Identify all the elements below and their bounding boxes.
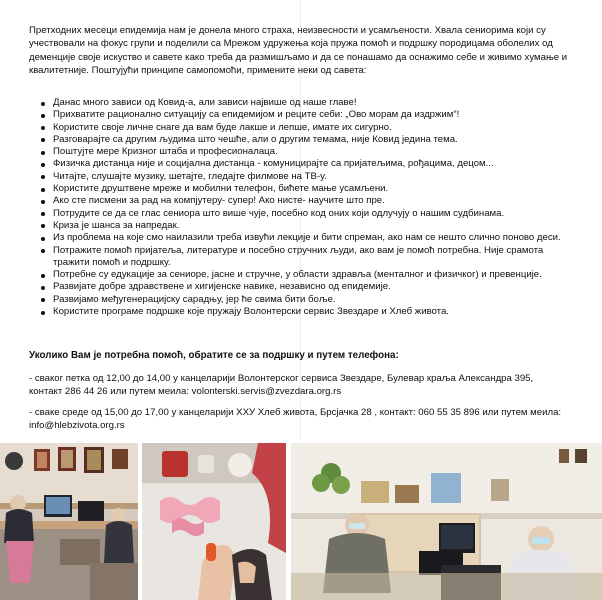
contact-heading: Уколико Вам је потребна помоћ, обратите се за подршку и путем телефона:	[29, 350, 399, 361]
tip-item: Потрудите се да се глас сениора што више чује, посебно код оних који одлучују о нашим судбинама.	[34, 208, 564, 220]
tip-item: Ако сте писмени за рад на компјутеру- супер! Ако нисте- научите што пре.	[34, 195, 564, 207]
seniors-at-desk-photo	[291, 443, 602, 600]
tip-item: Разговарајте са другим људима што чешће, али о другим темама, није Ковид једина тема.	[34, 134, 564, 146]
tip-item: Физичка дистанца није и социјална дистанца - комуницирајте са пријатељима, рођацима, децом...	[34, 158, 564, 170]
tip-item: Користите друштвене мреже и мобилни телефон, бићете мање усамљени.	[34, 183, 564, 195]
contact-zvezdara: - сваког петка од 12,00 до 14,00 у канцеларији Волонтерског сервиса Звездаре, Булевар краља Александра 395, контакт 286 44 26 или путем меила: volonterski.servis@zvezdara.org.rs	[29, 373, 534, 398]
intro-paragraph: Претходних месеци епидемија нам је донела много страха, неизвесности и усамљености. Хвала сениорима који су учествовали на фокус групи и поделили са Мрежом удружења која пружа помоћ и подршку породицама оболелих од деменције своје искуство и савете како треба да размишљамо и да се понашамо да оснажимо себе и живимо хумање и квалитетније. Поштујући принципе самопомоћи, примените неки од савета:	[29, 25, 568, 77]
tips-list	[34, 97, 564, 318]
tip-item: Развијате добре здравствене и хигијенске навике, независно од епидемије.	[34, 281, 564, 293]
tip-item: Криза је шанса за напредак.	[34, 220, 564, 232]
computer-room-photo	[0, 443, 138, 600]
tip-item: Потражите помоћ пријатеља, литературе и посебно стручних људи, ако вам је помоћ потребна. Није срамота тражити помоћ и подршку.	[34, 245, 564, 270]
knitting-hands-photo	[142, 443, 286, 600]
contact-hleb-zivota: - сваке среде од 15,00 до 17,00 у канцеларији ХХУ Хлеб живота, Брсјачка 28 , контакт: 060 55 35 896 или путем меила: info@hlebzivota.org.rs	[29, 407, 562, 432]
tip-item: Прихватите рационално ситуацију са епидемијом и реците себи: „Ово морам да издржим“!	[34, 109, 564, 121]
tip-item: Читајте, слушајте музику, шетајте, гледајте филмове на ТВ-у.	[34, 171, 564, 183]
tip-item: Користите своје личне снаге да вам буде лакше и лепше, имате их сигурно.	[34, 122, 564, 134]
tip-item: Користите програме подршке које пружају Волонтерски сервис Звездаре и Хлеб живота.	[34, 306, 564, 318]
tip-item: Потребне су едукације за сениоре, јасне и стручне, у области здравља (менталног и физичког) и превенције.	[34, 269, 564, 281]
tip-item: Поштујте мере Кризног штаба и професионалаца.	[34, 146, 564, 158]
tip-item: Развијамо међугенерацијску сарадњу, јер ће свима бити боље.	[34, 294, 564, 306]
tip-item: Данас много зависи од Ковид-а, али зависи највише од наше главе!	[34, 97, 564, 109]
tip-item: Из проблема на које смо наилазили треба извући лекције и бити спреман, ако нам се нешто слично поново деси.	[34, 232, 564, 244]
